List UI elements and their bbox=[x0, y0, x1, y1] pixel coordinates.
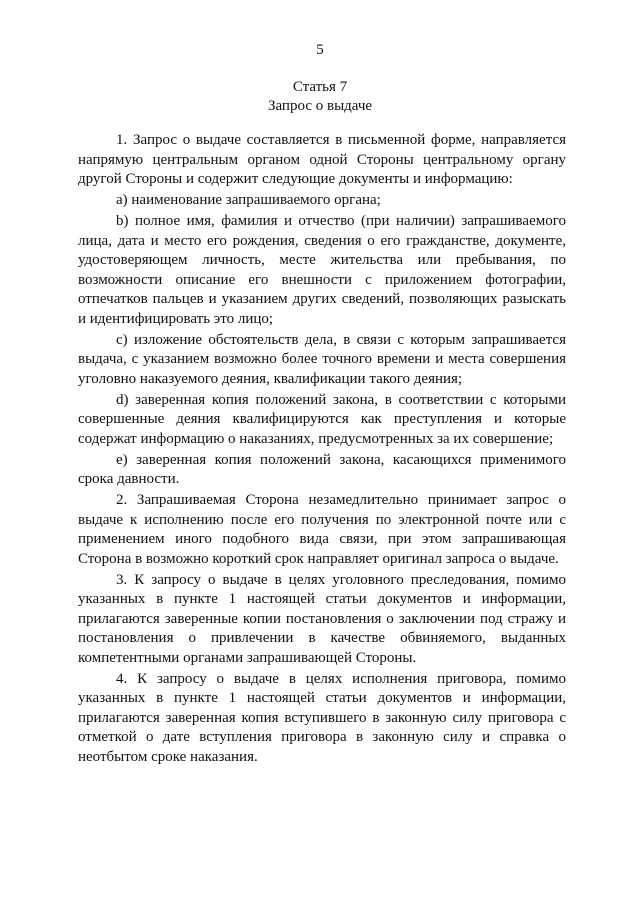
paragraph-1a: а) наименование запрашиваемого органа; bbox=[116, 192, 381, 208]
paragraph-2: 2. Запрашиваемая Сторона незамедлительно принимает запрос о выдаче к исполнению после его получения по электронной почте или с применением иного подобного вида связи, при этом запрашивающая Сторона в возможно короткий срок направляет оригинал запроса о выдаче. bbox=[78, 492, 566, 567]
paragraph-1b: b) полное имя, фамилия и отчество (при наличии) запрашиваемого лица, дата и место его рождения, сведения о его гражданстве, документе, удостоверяющем личность, месте жительства или пребывания, по возможности описание его внешности с приложением фотографии, отпечатков пальцев и указанием других сведений, позволяющих разыскать и идентифицировать это лицо; bbox=[78, 213, 566, 327]
article-title: Запрос о выдаче bbox=[267, 98, 373, 114]
paragraph-1: 1. Запрос о выдаче составляется в письменной форме, направляется напрямую центральным органом одной Стороны центральному органу другой Стороны и содержит следующие документы и информацию: bbox=[78, 132, 566, 187]
paragraph-1c: c) изложение обстоятельств дела, в связи с которым запрашивается выдача, с указанием возможно более точного времени и места совершения уголовно наказуемого деяния, квалификации такого деяния; bbox=[78, 331, 566, 387]
article-label: Статья 7 bbox=[292, 79, 348, 95]
paragraph-1e: e) заверенная копия положений закона, касающихся применимого срока давности. bbox=[78, 451, 566, 487]
paragraph-1d: d) заверенная копия положений закона, в соответствии с которыми совершенные деяния квалифицируются как преступления и которые содержат информацию о наказаниях, предусмотренных за их совершение; bbox=[78, 391, 566, 447]
paragraph-4: 4. К запросу о выдаче в целях исполнения приговора, помимо указанных в пункте 1 настоящей статьи документов и информации, прилагаются заверенная копия вступившего в законную силу приговора с отметкой о дате вступления приговора в законную силу и справка о неотбытом сроке наказания. bbox=[78, 670, 566, 765]
page-number: 5 bbox=[316, 42, 324, 58]
article-heading bbox=[0, 78, 640, 116]
article-body bbox=[78, 131, 566, 769]
paragraph-3: 3. К запросу о выдаче в целях уголовного преследования, помимо указанных в пункте 1 настоящей статьи документов и информации, прилагаются заверенные копии постановления о заключении под стражу и постановления о привлечении в качестве обвиняемого, выданных компетентными органами запрашивающей Стороны. bbox=[78, 571, 566, 666]
